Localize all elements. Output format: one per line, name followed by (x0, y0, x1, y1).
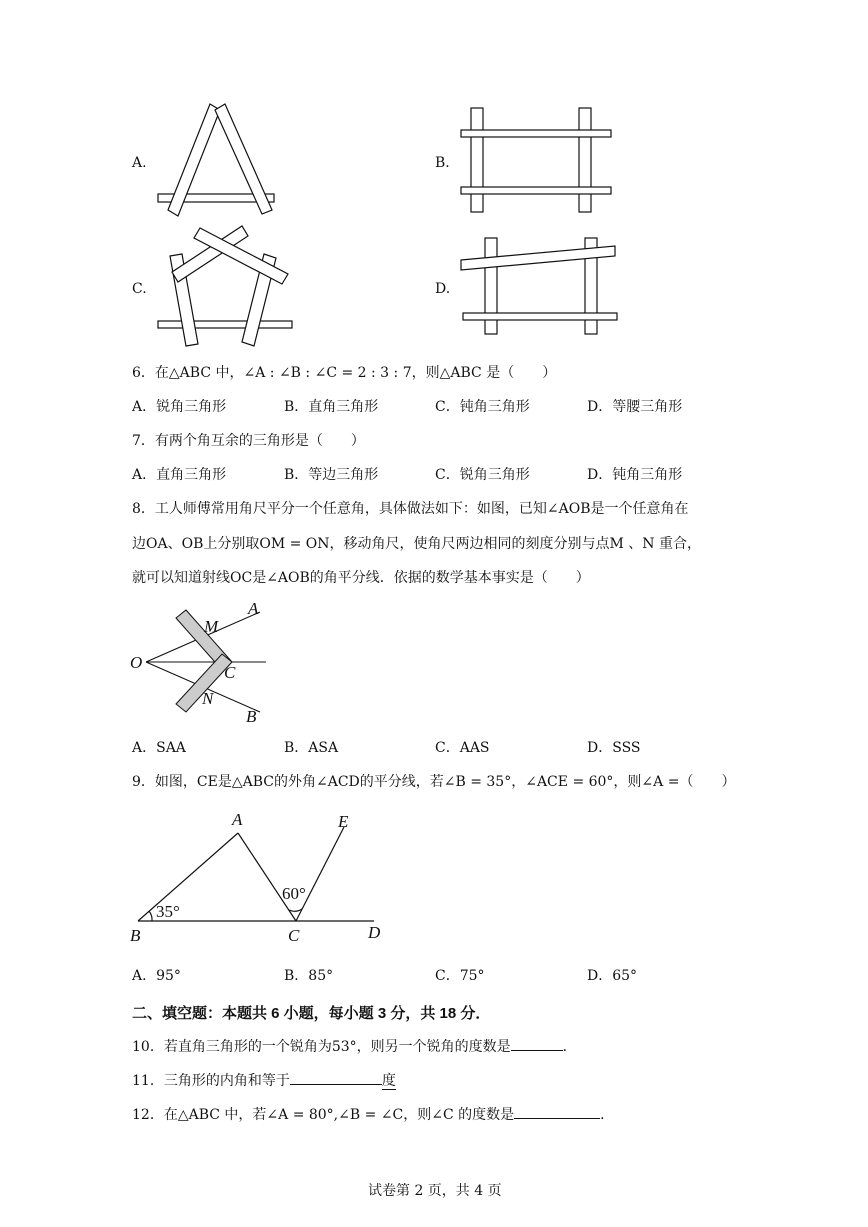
question-11-text: 11．三角形的内角和等于 (132, 1073, 290, 1089)
question-8-option-c: C．AAS (435, 740, 490, 756)
question-8-stem-line-1: 8．工人师傅常用角尺平分一个任意角，具体做法如下：如图，已知∠AOB是一个任意角在 (132, 501, 689, 517)
option-c-label: C. (132, 281, 147, 297)
option-b-bar-top (461, 130, 611, 137)
point-n-label: N (202, 689, 214, 708)
point-e-label: E (338, 812, 349, 831)
question-11 (132, 1070, 396, 1090)
question-11-unit: 度 (381, 1073, 396, 1089)
option-d-bar-bottom (463, 313, 617, 320)
point-b-label: B (246, 707, 257, 726)
page-footer: 试卷第 2 页，共 4 页 (368, 1183, 502, 1199)
question-9-option-c: C．75° (435, 968, 485, 984)
question-9-option-d: D．65° (587, 968, 638, 984)
question-12-end: ． (600, 1107, 615, 1123)
question-7-option-c: C．锐角三角形 (435, 467, 530, 483)
option-b-bar-bottom (461, 187, 611, 194)
question-9-stem: 9．如图，CE是△ABC的外角∠ACD的平分线，若∠B = 35°，∠ACE = 60°，则∠A =（ ） (132, 774, 736, 790)
angle-ace-arc (289, 909, 302, 911)
angle-b-value: 35° (156, 902, 180, 921)
option-a-figure (150, 100, 290, 220)
question-10-text: 10．若直角三角形的一个锐角为53°，则另一个锐角的度数是 (132, 1039, 511, 1055)
point-a-label: A (248, 599, 259, 618)
option-c-bar-bottom (158, 321, 292, 328)
point-c-label: C (224, 663, 236, 682)
question-11-answer-blank[interactable] (290, 1070, 382, 1085)
question-7-stem: 7．有两个角互余的三角形是（ ） (132, 433, 365, 449)
option-b-label: B. (435, 155, 450, 171)
question-6-option-a: A．锐角三角形 (132, 399, 227, 415)
question-8-option-b: B．ASA (284, 740, 339, 756)
option-a-label: A. (132, 155, 147, 171)
point-c-label: C (288, 926, 300, 945)
angle-ace-value: 60° (282, 884, 306, 903)
point-o-label: O (130, 653, 143, 672)
point-d-label: D (368, 923, 381, 942)
question-8-stem-line-2: 边OA、OB上分别取OM = ON，移动角尺，使角尺两边相同的刻度分别与点M 、N 重合， (132, 536, 702, 552)
option-b-figure (455, 100, 625, 220)
question-8-figure (128, 598, 278, 728)
question-6-option-b: B．直角三角形 (284, 399, 379, 415)
question-12-answer-blank[interactable] (514, 1104, 600, 1119)
option-d-figure (455, 230, 625, 340)
point-a-label: A (232, 810, 243, 829)
angle-b-arc (149, 911, 152, 921)
point-b-label: B (130, 926, 141, 945)
question-10-answer-blank[interactable] (511, 1036, 563, 1051)
section-2-heading: 二、填空题：本题共 6 小题，每小题 3 分，共 18 分． (132, 1005, 491, 1022)
question-8-option-d: D．SSS (587, 740, 641, 756)
question-6-stem: 6．在△ABC 中，∠A : ∠B : ∠C = 2 : 3 : 7，则△ABC 是（ ） (132, 365, 557, 381)
segment-ac (238, 833, 296, 921)
option-d-label: D. (435, 281, 451, 297)
question-7-option-d: D．钝角三角形 (587, 467, 683, 483)
question-10 (132, 1036, 577, 1056)
ray-ce (296, 827, 344, 921)
question-8-stem-line-3: 就可以知道射线OC是∠AOB的角平分线．依据的数学基本事实是（ ） (132, 570, 590, 586)
question-7-option-b: B．等边三角形 (284, 467, 379, 483)
question-8-option-a: A．SAA (132, 740, 186, 756)
option-b-bar-right (579, 108, 591, 212)
question-6-option-c: C．钝角三角形 (435, 399, 530, 415)
option-c-figure (150, 222, 300, 347)
point-m-label: M (204, 617, 219, 636)
option-b-bar-left (471, 108, 483, 212)
question-9-option-b: B．85° (284, 968, 334, 984)
question-6-option-d: D．等腰三角形 (587, 399, 683, 415)
question-9-option-a: A．95° (132, 968, 181, 984)
segment-ba (138, 833, 238, 921)
question-12 (132, 1104, 614, 1124)
question-9-figure (128, 805, 398, 950)
question-7-option-a: A．直角三角形 (132, 467, 227, 483)
question-12-text: 12．在△ABC 中，若∠A = 80°,∠B = ∠C，则∠C 的度数是 (132, 1107, 515, 1123)
question-10-end: ． (562, 1039, 577, 1055)
